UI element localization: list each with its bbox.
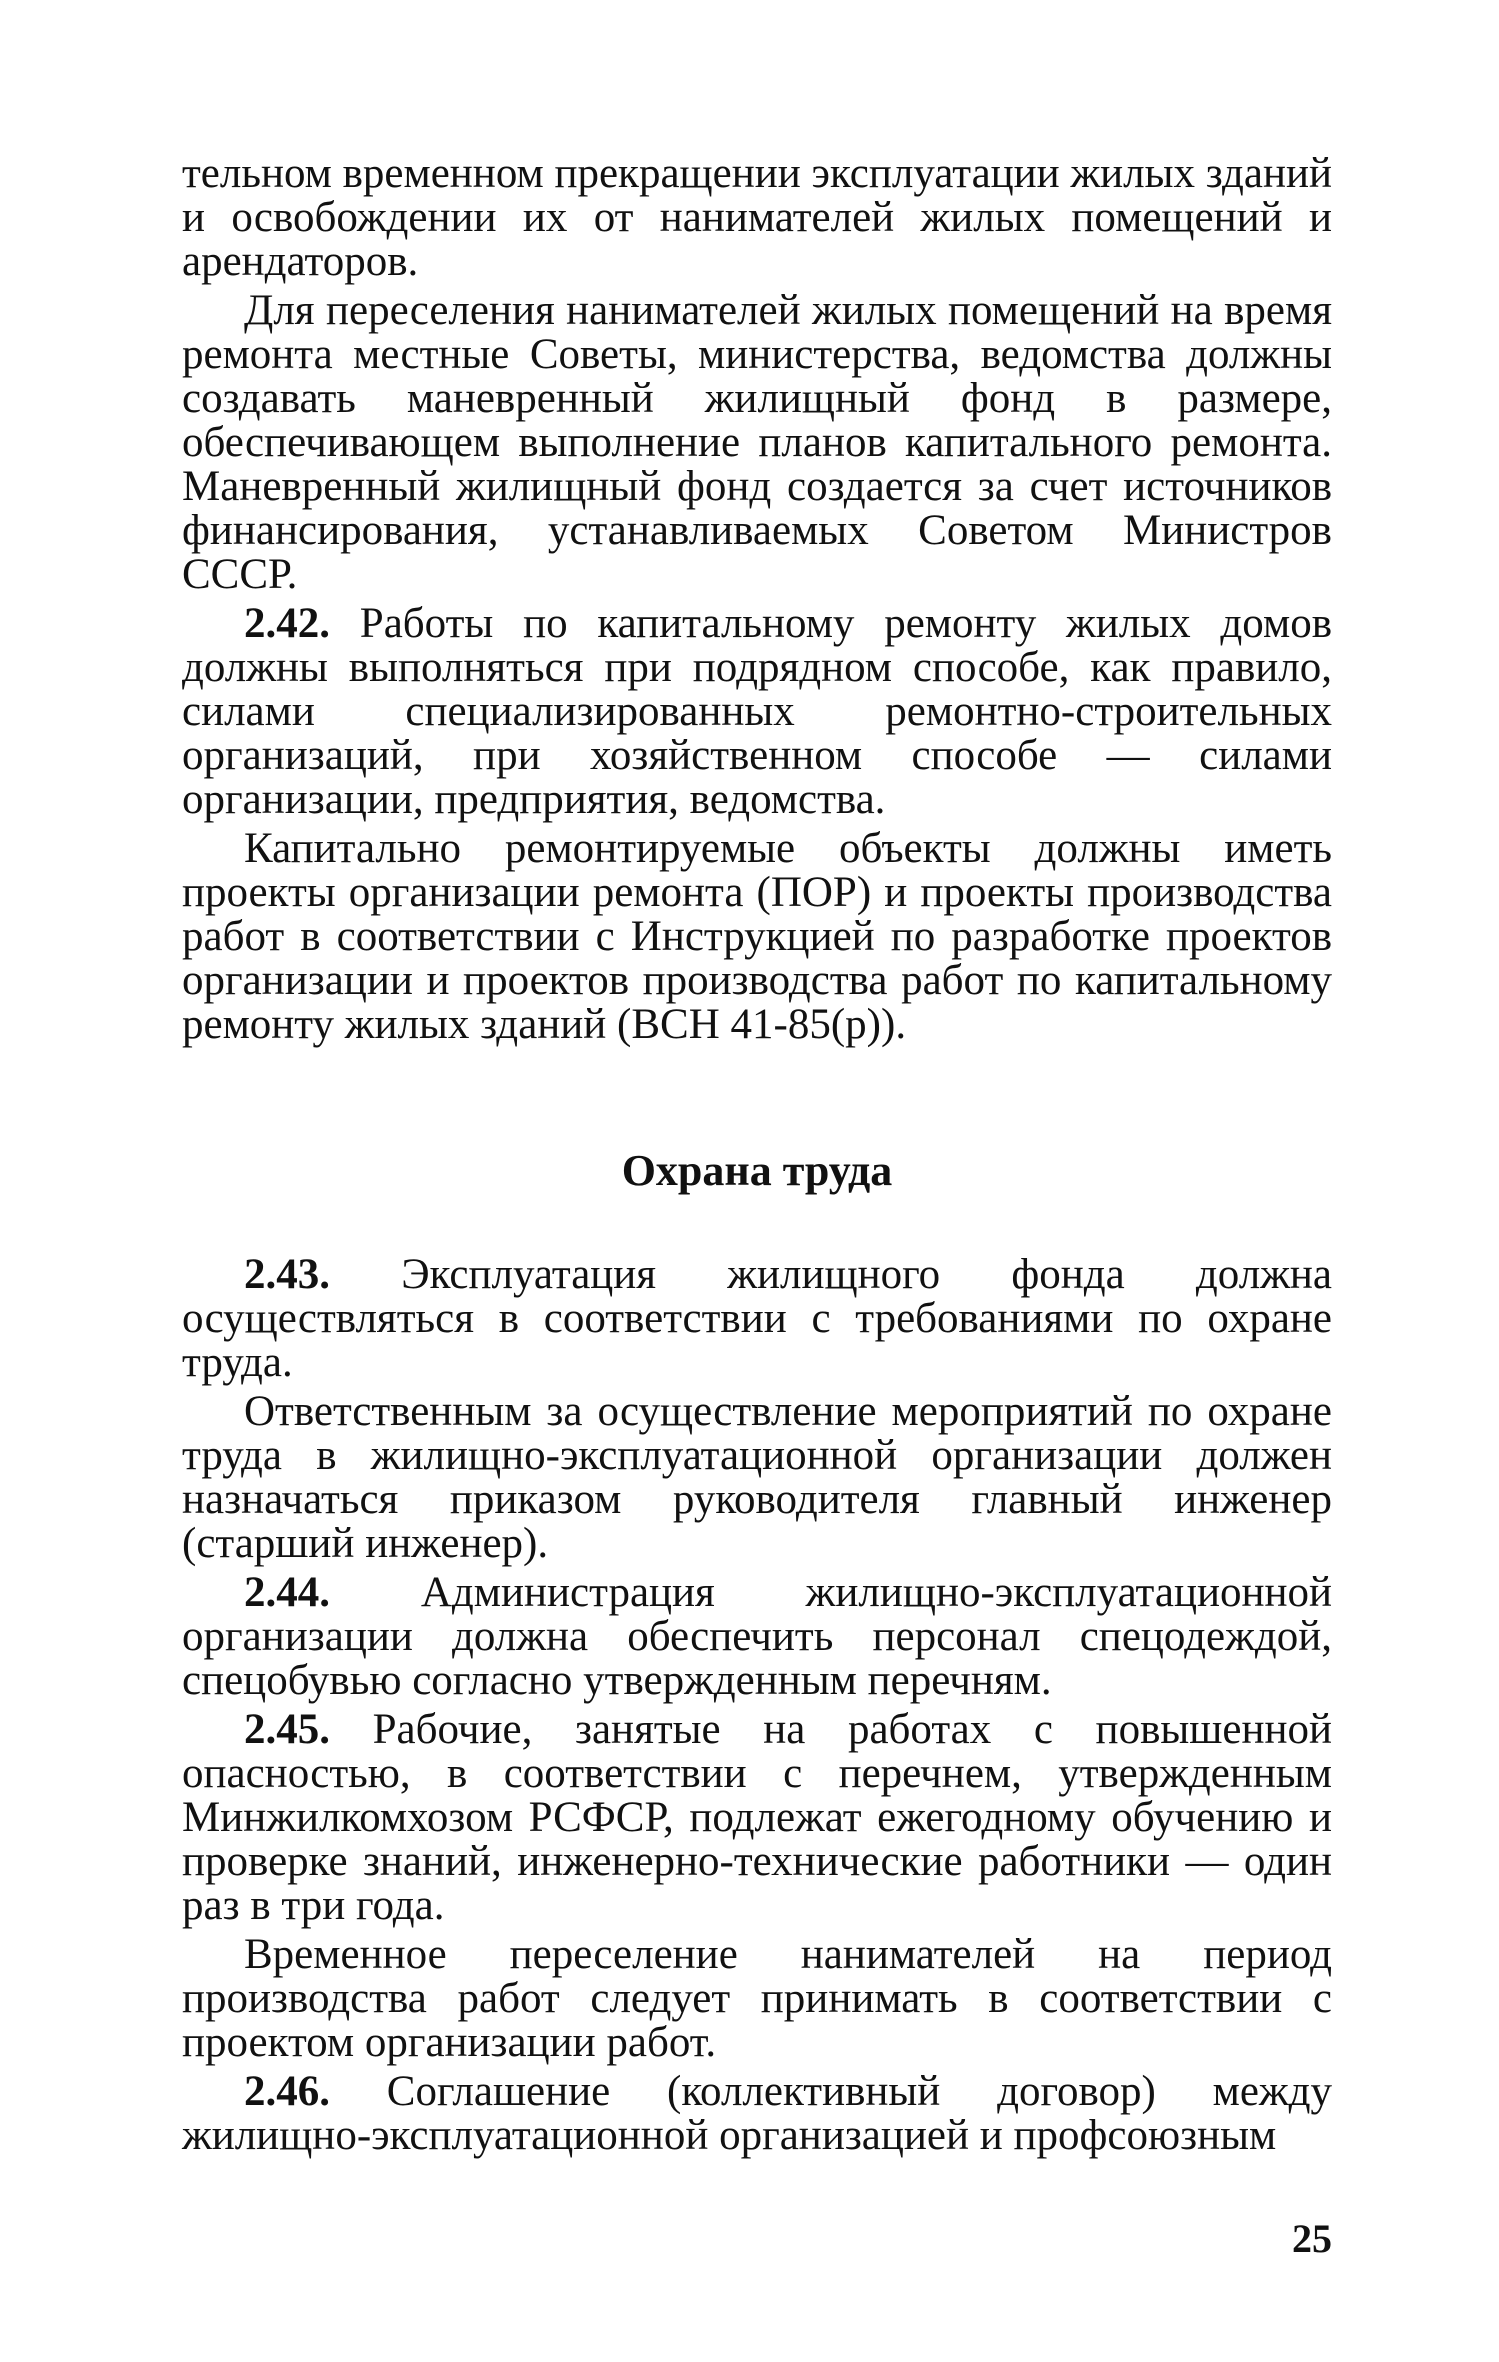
paragraph-resettlement <box>182 289 1332 597</box>
paragraph-projects <box>182 827 1332 1047</box>
paragraph-text: Эксплуатация жилищного фонда должна осуществляться в соответствии с требованиями по охране труда. <box>182 1251 1333 1386</box>
paragraph-text: Капитально ремонтируемые объекты должны иметь проекты организации ремонта (ПОР) и проекты производства работ в соответствии с Инструкцией по разработке проектов организации и проектов производства работ по капитальному ремонту жилых зданий (ВСН 41-85(р)). <box>182 825 1332 1048</box>
paragraph-responsible <box>182 1390 1332 1566</box>
paragraph-continued <box>182 152 1332 284</box>
clause-number: 2.45. <box>244 1706 330 1753</box>
paragraph-text: тельном временном прекращении эксплуатации жилых зданий и освобождении их от нанимателей жилых помещений и арендаторов. <box>182 150 1332 285</box>
paragraph-text: Работы по капитальному ремонту жилых домов должны выполняться при подрядном способе, как правило, силами специализированных ремонтно-строительных организаций, при хозяйственном способе — силами организации, предприятия, ведомства. <box>182 600 1332 823</box>
paragraph-text: Рабочие, занятые на работах с повышенной опасностью, в соответствии с перечнем, утвержденным Минжилкомхозом РСФСР, подлежат ежегодному обучению и проверке знаний, инженерно-технические работники — один раз в три года. <box>182 1706 1332 1929</box>
clause-number: 2.42. <box>244 600 330 647</box>
paragraph-text: Соглашение (коллективный договор) между жилищно-эксплуатационной организацией и профсоюзным <box>182 2068 1332 2159</box>
clause-2-44 <box>182 1571 1332 1703</box>
text-column <box>182 152 1332 2158</box>
section-heading: Охрана труда <box>621 1146 893 1195</box>
clause-2-43 <box>182 1253 1332 1385</box>
clause-number: 2.46. <box>244 2068 330 2115</box>
paragraph-text: Администрация жилищно-эксплуатационной организации должна обеспечить персонал спецодеждой, спецобувью согласно утвержденным перечням. <box>182 1569 1333 1704</box>
page-number: 25 <box>1292 2216 1332 2261</box>
clause-2-46 <box>182 2070 1332 2158</box>
paragraph-temporary-resettlement <box>182 1933 1332 2065</box>
clause-number: 2.44. <box>244 1569 330 1616</box>
clause-2-45 <box>182 1708 1332 1928</box>
paragraph-text: Ответственным за осуществление мероприятий по охране труда в жилищно-эксплуатационной организации должен назначаться приказом руководителя главный инженер (старший инженер). <box>182 1388 1332 1567</box>
clause-number: 2.43. <box>244 1251 330 1298</box>
paragraph-text: Для переселения нанимателей жилых помещений на время ремонта местные Советы, министерства, ведомства должны создавать маневренный жилищный фонд в размере, обеспечивающем выполнение планов капитального ремонта. Маневренный жилищный фонд создается за счет источников финансирования, устанавливаемых Советом Министров СССР. <box>182 287 1332 598</box>
paragraph-text: Временное переселение нанимателей на период производства работ следует принимать в соответствии с проектом организации работ. <box>182 1931 1332 2066</box>
clause-2-42 <box>182 602 1332 822</box>
